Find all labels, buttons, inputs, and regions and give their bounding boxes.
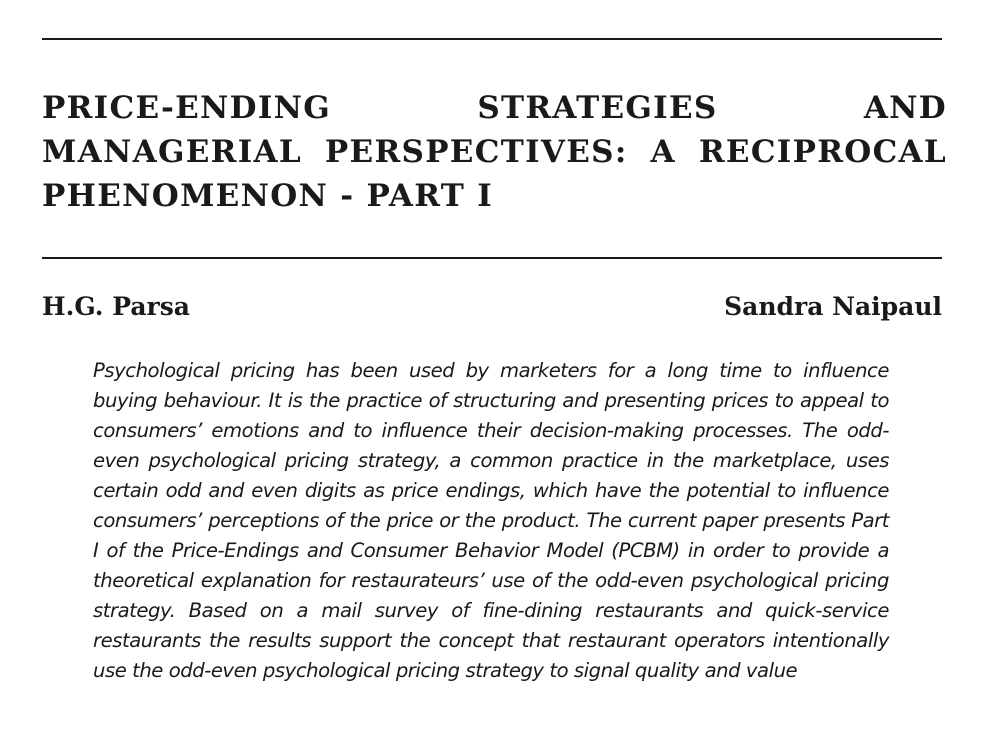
top-rule	[42, 38, 942, 40]
author-2: Sandra Naipaul	[724, 292, 942, 321]
title-rule	[42, 257, 942, 259]
author-line	[42, 291, 942, 323]
abstract: Psychological pricing has been used by marketers for a long time to influence buying behaviour. It is the practice of structuring and presenting prices to appeal to consumers’ emotions and to influence their decision-making processes. The odd-even psychological pricing strategy, a common practice in the marketplace, uses certain odd and even digits as price endings, which have the potential to influence consumers’ perceptions of the price or the product. The current paper presents Part I of the Price-Endings and Consumer Behavior Model (PCBM) in order to provide a theoretical explanation for restaurateurs’ use of the odd-even psychological pricing strategy. Based on a mail survey of fine-dining restaurants and quick-service restaurants the results support the concept that restaurant operators intentionally use the odd-even psychological pricing strategy to signal quality and value	[93, 359, 889, 682]
author-1: H.G. Parsa	[42, 292, 190, 321]
paper-title: PRICE-ENDING STRATEGIES AND MANAGERIAL PERSPECTIVES: A RECIPROCAL PHENOMENON - PART I	[42, 90, 947, 214]
